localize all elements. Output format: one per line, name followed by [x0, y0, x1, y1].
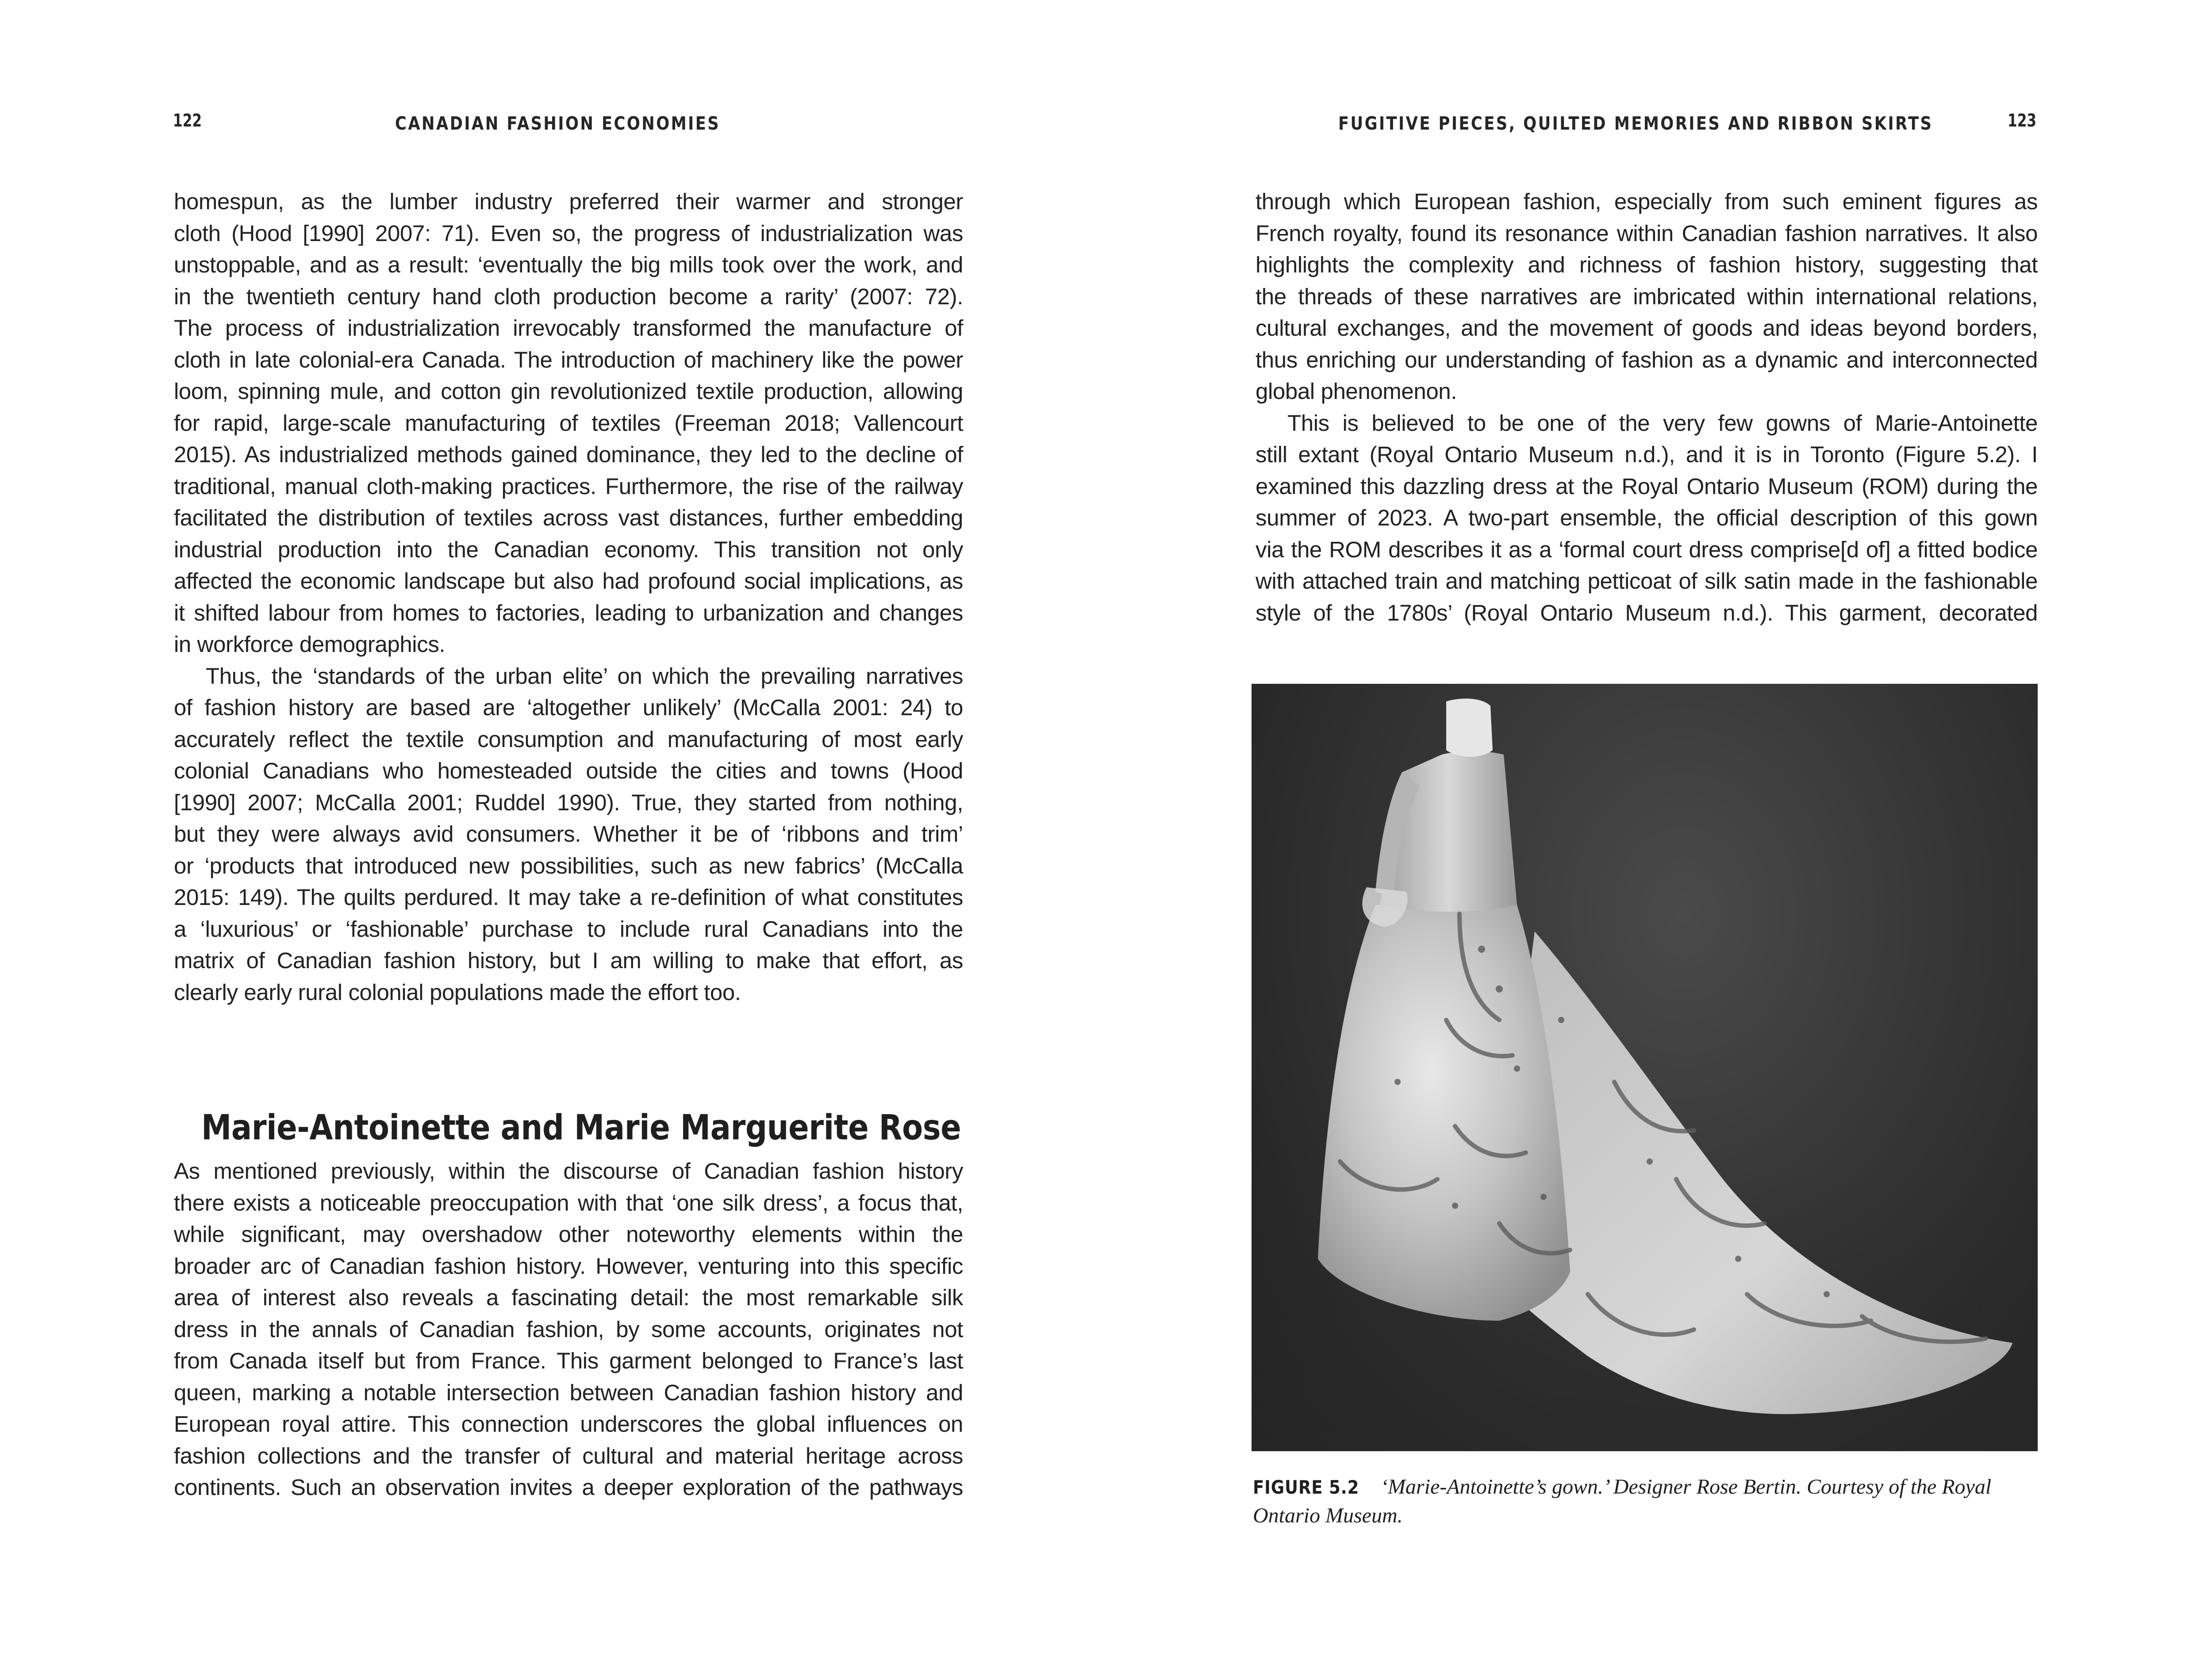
text-line: cloth in late colonial-era Canada. The introduction of machinery like the power — [174, 347, 963, 372]
text-line: As mentioned previously, within the discourse of Canadian fashion history — [174, 1158, 963, 1184]
text-line: highlights the complexity and richness of fashion history, suggesting that — [1256, 252, 2038, 277]
figure-caption-text: ‘Marie-Antoinette’s gown.’ Designer Rose Bertin. Courtesy of the Royal Ontario Museum. — [1253, 1475, 1992, 1527]
running-head: FUGITIVE PIECES, QUILTED MEMORIES AND RIBBON SKIRTS — [1338, 113, 1933, 134]
text-line: accurately reflect the textile consumption and manufacturing of most early — [174, 726, 963, 752]
text-line: still extant (Royal Ontario Museum n.d.), and it is in Toronto (Figure 5.2). I — [1256, 442, 2038, 467]
text-line: thus enriching our understanding of fashion as a dynamic and interconnected — [1256, 347, 2038, 372]
text-line: in the twentieth century hand cloth production become a rarity’ (2007: 72). — [174, 284, 963, 309]
page-number: 123 — [2008, 111, 2037, 131]
text-line: cloth (Hood [1990] 2007: 71). Even so, the progress of industrialization was — [174, 220, 963, 246]
text-line: French royalty, found its resonance within Canadian fashion narratives. It also — [1256, 220, 2038, 246]
text-line: from Canada itself but from France. This garment belonged to France’s last — [174, 1348, 963, 1373]
text-line: area of interest also reveals a fascinating detail: the most remarkable silk — [174, 1285, 963, 1310]
text-line: with attached train and matching petticoat of silk satin made in the fashionable — [1256, 568, 2038, 594]
paragraph — [174, 186, 963, 660]
text-line: colonial Canadians who homesteaded outside the cities and towns (Hood — [174, 758, 963, 783]
text-line: while significant, may overshadow other noteworthy elements within the — [174, 1222, 963, 1247]
text-line: of fashion history are based are ‘altogether unlikely’ (McCalla 2001: 24) to — [174, 695, 963, 720]
text-line: facilitated the distribution of textiles across vast distances, further embedding — [174, 505, 963, 530]
text-line: This is believed to be one of the very few gowns of Marie-Antoinette — [1287, 410, 2038, 436]
body-text-left-top — [174, 186, 963, 1008]
text-line: loom, spinning mule, and cotton gin revolutionized textile production, allowing — [174, 379, 963, 404]
text-line: clearly early rural colonial populations made the effort too. — [174, 979, 741, 1005]
text-line: there exists a noticeable preoccupation with that ‘one silk dress’, a focus that, — [174, 1190, 963, 1215]
text-line: matrix of Canadian fashion history, but I am willing to make that effort, as — [174, 948, 963, 973]
running-head: CANADIAN FASHION ECONOMIES — [395, 113, 721, 134]
text-line: queen, marking a notable intersection between Canadian fashion history and — [174, 1380, 963, 1405]
text-line: it shifted labour from homes to factories, leading to urbanization and changes — [174, 600, 963, 625]
text-line: European royal attire. This connection underscores the global influences on — [174, 1411, 963, 1437]
text-line: the threads of these narratives are imbricated within international relations, — [1256, 284, 2038, 309]
text-line: industrial production into the Canadian economy. This transition not only — [174, 537, 963, 562]
text-line: examined this dazzling dress at the Royal Ontario Museum (ROM) during the — [1256, 473, 2038, 499]
text-line: affected the economic landscape but also had profound social implications, as — [174, 568, 963, 594]
text-line: a ‘luxurious’ or ‘fashionable’ purchase to include rural Canadians into the — [174, 916, 963, 942]
text-line: 2015). As industrialized methods gained dominance, they led to the decline of — [174, 442, 963, 467]
paragraph — [1256, 186, 2038, 407]
text-line: fashion collections and the transfer of cultural and material heritage across — [174, 1443, 963, 1468]
text-line: for rapid, large-scale manufacturing of textiles (Freeman 2018; Vallencourt — [174, 410, 963, 436]
text-line: homespun, as the lumber industry preferred their warmer and stronger — [174, 189, 963, 214]
text-line: via the ROM describes it as a ‘formal court dress comprise[d of] a fitted bodice — [1256, 537, 2038, 562]
text-line: summer of 2023. A two-part ensemble, the official description of this gown — [1256, 505, 2038, 530]
paragraph — [1256, 407, 2038, 629]
text-line: Thus, the ‘standards of the urban elite’ on which the prevailing narratives — [206, 663, 963, 689]
text-line: cultural exchanges, and the movement of goods and ideas beyond borders, — [1256, 315, 2038, 341]
figure-label: FIGURE 5.2 — [1253, 1476, 1359, 1498]
section-heading: Marie-Antoinette and Marie Marguerite Rose — [201, 1108, 961, 1148]
text-line: dress in the annals of Canadian fashion, by some accounts, originates not — [174, 1316, 963, 1342]
text-line: traditional, manual cloth-making practices. Furthermore, the rise of the railway — [174, 473, 963, 499]
text-line: in workforce demographics. — [174, 632, 445, 657]
paragraph — [174, 1155, 963, 1503]
body-text-right — [1256, 186, 2038, 629]
text-line: broader arc of Canadian fashion history. However, venturing into this specific — [174, 1253, 963, 1279]
text-line: unstoppable, and as a result: ‘eventually the big mills took over the work, and — [174, 252, 963, 277]
text-line: but they were always avid consumers. Whether it be of ‘ribbons and trim’ — [174, 821, 963, 847]
text-line: or ‘products that introduced new possibilities, such as new fabrics’ (McCalla — [174, 853, 963, 878]
text-line: continents. Such an observation invites a deeper exploration of the pathways — [174, 1475, 963, 1500]
text-line: through which European fashion, especially from such eminent figures as — [1256, 189, 2038, 214]
text-line: style of the 1780s’ (Royal Ontario Museum n.d.). This garment, decorated — [1256, 600, 2038, 625]
page-number: 122 — [173, 111, 202, 131]
figure-caption — [1253, 1473, 2040, 1530]
body-text-left-bottom — [174, 1155, 963, 1503]
gown-illustration — [1252, 684, 2038, 1451]
text-line: The process of industrialization irrevocably transformed the manufacture of — [174, 315, 963, 341]
text-line: [1990] 2007; McCalla 2001; Ruddel 1990). True, they started from nothing, — [174, 790, 963, 815]
text-line: global phenomenon. — [1256, 379, 1457, 404]
figure-gown-photo — [1252, 684, 2038, 1451]
text-line: 2015: 149). The quilts perdured. It may take a re-definition of what constitutes — [174, 885, 963, 910]
paragraph — [174, 660, 963, 1008]
